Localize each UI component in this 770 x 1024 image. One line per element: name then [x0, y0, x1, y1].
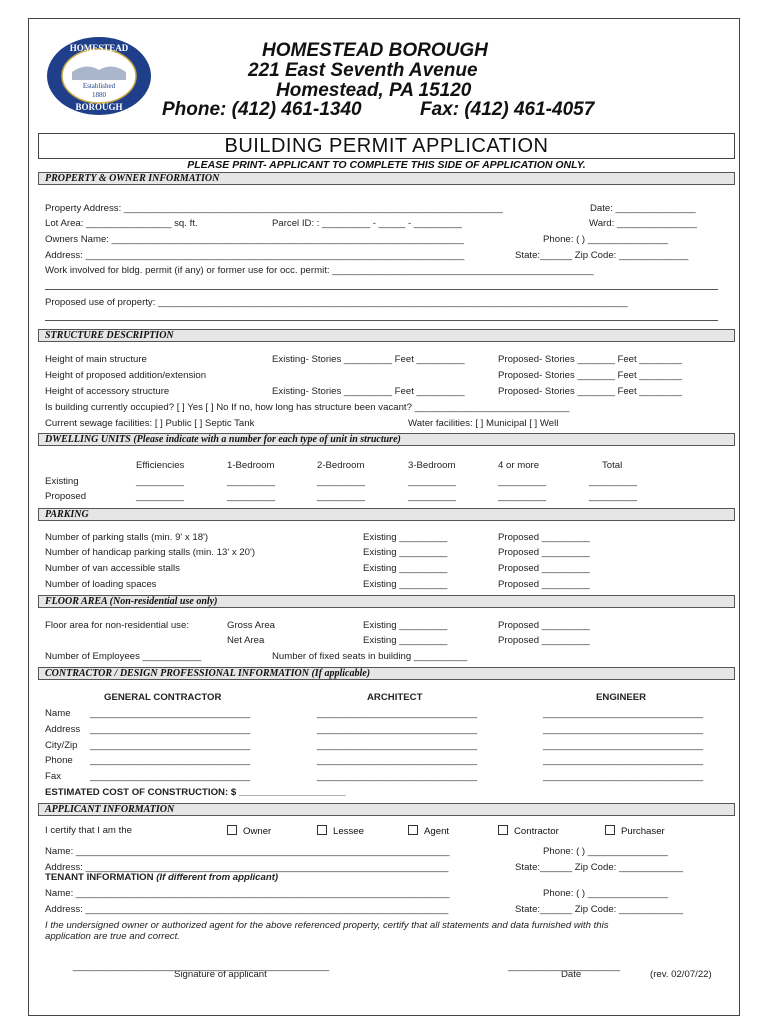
- section-dwelling-units: DWELLING UNITS (Please indicate with a number for each type of unit in structure): [38, 433, 735, 446]
- gc-line[interactable]: ______________________________: [90, 708, 251, 719]
- contractor-checkbox[interactable]: [498, 825, 508, 835]
- certification-statement: I the undersigned owner or authorized agent for the above referenced property, certify that all statements and data furnished with this: [45, 920, 609, 931]
- contractor-row-fax: Fax: [45, 771, 61, 782]
- net-proposed-field[interactable]: Proposed _________: [498, 635, 590, 646]
- dwelling-col-4more: 4 or more: [498, 460, 540, 471]
- gross-proposed-field[interactable]: Proposed _________: [498, 620, 590, 631]
- org-fax: Fax: (412) 461-4057: [420, 99, 595, 120]
- owner-checkbox[interactable]: [227, 825, 237, 835]
- seal-established: Established: [82, 82, 116, 90]
- contractor-label: Contractor: [514, 826, 559, 837]
- org-phone: Phone: (412) 461-1340: [162, 99, 362, 120]
- gc-line[interactable]: ______________________________: [90, 740, 251, 751]
- tenant-address-field[interactable]: Address: ____________________________________________________________________: [45, 904, 449, 915]
- parking-existing-field[interactable]: Existing _________: [363, 563, 448, 574]
- owner-phone-field[interactable]: Phone: ( ) _______________: [543, 234, 668, 245]
- parking-proposed-field[interactable]: Proposed _________: [498, 563, 590, 574]
- purchaser-label: Purchaser: [621, 826, 665, 837]
- org-name: HOMESTEAD BOROUGH: [262, 40, 488, 61]
- architect-line[interactable]: ______________________________: [317, 755, 478, 766]
- parking-row-stalls: Number of parking stalls (min. 9' x 18'): [45, 532, 209, 543]
- section-applicant: APPLICANT INFORMATION: [38, 803, 735, 816]
- property-address-field[interactable]: Property Address: _______________________________________________________________________: [45, 203, 503, 214]
- section-floor-area: FLOOR AREA (Non-residential use only): [38, 595, 735, 608]
- dwelling-col-efficiencies: Efficiencies: [136, 460, 185, 471]
- owner-address-field[interactable]: Address: _______________________________________________________________________: [45, 250, 465, 261]
- net-area-label: Net Area: [227, 635, 265, 646]
- dwelling-col-3bed: 3-Bedroom: [408, 460, 456, 471]
- dwelling-blank[interactable]: _________: [408, 476, 457, 487]
- parking-proposed-field[interactable]: Proposed _________: [498, 547, 590, 558]
- certify-label: I certify that I am the: [45, 825, 132, 836]
- proposed-use-field[interactable]: Proposed use of property: ________________________________________________________________________________________: [45, 297, 628, 308]
- applicant-address-field[interactable]: Address: ____________________________________________________________________: [45, 862, 449, 873]
- lessee-label: Lessee: [333, 826, 364, 837]
- seal-top-text: HOMESTEAD: [69, 43, 129, 53]
- section-parking: PARKING: [38, 508, 735, 521]
- dwelling-blank[interactable]: _________: [136, 491, 185, 502]
- parking-row-van: Number of van accessible stalls: [45, 563, 180, 574]
- owner-state-zip-field[interactable]: State:______ Zip Code: _____________: [515, 250, 689, 261]
- option-owner[interactable]: [227, 825, 271, 838]
- tenant-name-field[interactable]: Name: ______________________________________________________________________: [45, 888, 450, 899]
- tenant-heading-note: (If different from applicant): [156, 872, 279, 883]
- tenant-heading: [45, 872, 278, 884]
- dwelling-blank[interactable]: _________: [498, 476, 547, 487]
- section-contractor: CONTRACTOR / DESIGN PROFESSIONAL INFORMATION (If applicable): [38, 667, 735, 680]
- engineer-heading: ENGINEER: [596, 692, 647, 703]
- proposed-use-line[interactable]: [45, 320, 718, 321]
- parking-existing-field[interactable]: Existing _________: [363, 532, 448, 543]
- dwelling-blank[interactable]: _________: [227, 476, 276, 487]
- lot-area-field[interactable]: Lot Area: ________________ sq. ft.: [45, 218, 198, 229]
- option-agent[interactable]: [408, 825, 449, 838]
- purchaser-checkbox[interactable]: [605, 825, 615, 835]
- section-structure: STRUCTURE DESCRIPTION: [38, 329, 735, 342]
- dwelling-blank[interactable]: _________: [408, 491, 457, 502]
- engineer-line[interactable]: ______________________________: [543, 708, 704, 719]
- signature-label: Signature of applicant: [174, 969, 267, 980]
- water-facilities[interactable]: Water facilities: [ ] Municipal [ ] Well: [408, 418, 559, 429]
- dwelling-col-2bed: 2-Bedroom: [317, 460, 365, 471]
- contractor-row-address: Address: [45, 724, 81, 735]
- dwelling-blank[interactable]: _________: [317, 476, 366, 487]
- dwelling-blank[interactable]: _________: [317, 491, 366, 502]
- addition-proposed-field[interactable]: Proposed- Stories _______ Feet ________: [498, 370, 683, 381]
- ward-field[interactable]: Ward: _______________: [589, 218, 697, 229]
- accessory-existing-field[interactable]: Existing- Stories _________ Feet _________: [272, 386, 465, 397]
- org-address-1: 221 East Seventh Avenue: [248, 60, 478, 81]
- general-contractor-heading: GENERAL CONTRACTOR: [104, 692, 222, 703]
- seal-year: 1880: [92, 91, 106, 99]
- fixed-seats-field[interactable]: Number of fixed seats in building __________: [272, 651, 468, 662]
- dwelling-col-1bed: 1-Bedroom: [227, 460, 275, 471]
- architect-line[interactable]: ______________________________: [317, 740, 478, 751]
- date-label: Date: [561, 969, 582, 980]
- engineer-line[interactable]: ______________________________: [543, 740, 704, 751]
- architect-line[interactable]: ______________________________: [317, 708, 478, 719]
- parking-proposed-field[interactable]: Proposed _________: [498, 579, 590, 590]
- tenant-phone-field[interactable]: Phone: ( ) _______________: [543, 888, 668, 899]
- owner-label: Owner: [243, 826, 272, 837]
- tenant-state-zip-field[interactable]: State:______ Zip Code: ____________: [515, 904, 684, 915]
- dwelling-row-proposed: Proposed: [45, 491, 87, 502]
- dwelling-blank[interactable]: _________: [136, 476, 185, 487]
- agent-checkbox[interactable]: [408, 825, 418, 835]
- contractor-row-phone: Phone: [45, 755, 73, 766]
- engineer-line[interactable]: ______________________________: [543, 755, 704, 766]
- architect-line[interactable]: ______________________________: [317, 724, 478, 735]
- work-involved-field[interactable]: Work involved for bldg. permit (if any) or former use for occ. permit: _________________________________________________: [45, 265, 594, 276]
- estimated-cost-field[interactable]: ESTIMATED COST OF CONSTRUCTION: $ ____________________: [45, 787, 346, 798]
- gc-line[interactable]: ______________________________: [90, 755, 251, 766]
- dwelling-blank[interactable]: _________: [498, 491, 547, 502]
- architect-heading: ARCHITECT: [367, 692, 423, 703]
- date-line[interactable]: _____________________: [508, 961, 621, 972]
- main-proposed-field[interactable]: Proposed- Stories _______ Feet ________: [498, 354, 683, 365]
- seal-bottom-text: BOROUGH: [75, 102, 123, 112]
- section-property-owner: PROPERTY & OWNER INFORMATION: [38, 172, 735, 185]
- dwelling-blank[interactable]: _________: [227, 491, 276, 502]
- signature-line[interactable]: ________________________________________________: [73, 961, 330, 972]
- form-subtitle: PLEASE PRINT- APPLICANT TO COMPLETE THIS SIDE OF APPLICATION ONLY.: [187, 159, 586, 171]
- option-lessee[interactable]: [317, 825, 364, 838]
- occupied-question[interactable]: Is building currently occupied? [ ] Yes [ ] No If no, how long has structure been vacant? _____________________________: [45, 402, 570, 413]
- lessee-checkbox[interactable]: [317, 825, 327, 835]
- net-existing-field[interactable]: Existing _________: [363, 635, 448, 646]
- gross-area-label: Gross Area: [227, 620, 275, 631]
- parking-existing-field[interactable]: Existing _________: [363, 579, 448, 590]
- applicant-phone-field[interactable]: Phone: ( ) _______________: [543, 846, 668, 857]
- option-contractor[interactable]: [498, 825, 559, 838]
- applicant-name-field[interactable]: Name: ______________________________________________________________________: [45, 846, 450, 857]
- dwelling-blank[interactable]: _________: [589, 476, 638, 487]
- dwelling-blank[interactable]: _________: [589, 491, 638, 502]
- parking-row-handicap: Number of handicap parking stalls (min. 13' x 20'): [45, 547, 256, 558]
- main-existing-field[interactable]: Existing- Stories _________ Feet _________: [272, 354, 465, 365]
- borough-seal-logo: [46, 36, 152, 116]
- parking-proposed-field[interactable]: Proposed _________: [498, 532, 590, 543]
- sewage-facilities[interactable]: Current sewage facilities: [ ] Public [ ] Septic Tank: [45, 418, 255, 429]
- gross-existing-field[interactable]: Existing _________: [363, 620, 448, 631]
- engineer-line[interactable]: ______________________________: [543, 724, 704, 735]
- parcel-id-field[interactable]: Parcel ID: : _________ - _____ - _________: [272, 218, 462, 229]
- owners-name-field[interactable]: Owners Name: __________________________________________________________________: [45, 234, 464, 245]
- architect-line[interactable]: ______________________________: [317, 771, 478, 782]
- accessory-proposed-field[interactable]: Proposed- Stories _______ Feet ________: [498, 386, 683, 397]
- revision-label: (rev. 02/07/22): [650, 969, 712, 980]
- applicant-state-zip-field[interactable]: State:______ Zip Code: ____________: [515, 862, 684, 873]
- accessory-label: Height of accessory structure: [45, 386, 170, 397]
- parking-existing-field[interactable]: Existing _________: [363, 547, 448, 558]
- parking-row-loading: Number of loading spaces: [45, 579, 157, 590]
- dwelling-row-existing: Existing: [45, 476, 79, 487]
- addition-label: Height of proposed addition/extension: [45, 370, 207, 381]
- gc-line[interactable]: ______________________________: [90, 771, 251, 782]
- employees-field[interactable]: Number of Employees ___________: [45, 651, 202, 662]
- dwelling-col-total: Total: [602, 460, 623, 471]
- date-field[interactable]: Date: _______________: [590, 203, 696, 214]
- org-address-2: Homestead, PA 15120: [276, 80, 472, 101]
- floor-area-label: Floor area for non-residential use:: [45, 620, 189, 631]
- work-involved-line[interactable]: [45, 289, 718, 290]
- gc-line[interactable]: ______________________________: [90, 724, 251, 735]
- contractor-row-name: Name: [45, 708, 71, 719]
- form-title: BUILDING PERMIT APPLICATION: [38, 133, 735, 159]
- option-purchaser[interactable]: [605, 825, 665, 838]
- contractor-row-cityzip: City/Zip: [45, 740, 78, 751]
- tenant-heading-bold: TENANT INFORMATION: [45, 872, 154, 883]
- agent-label: Agent: [424, 826, 450, 837]
- main-structure-label: Height of main structure: [45, 354, 147, 365]
- certification-statement-2: application are true and correct.: [45, 931, 180, 942]
- engineer-line[interactable]: ______________________________: [543, 771, 704, 782]
